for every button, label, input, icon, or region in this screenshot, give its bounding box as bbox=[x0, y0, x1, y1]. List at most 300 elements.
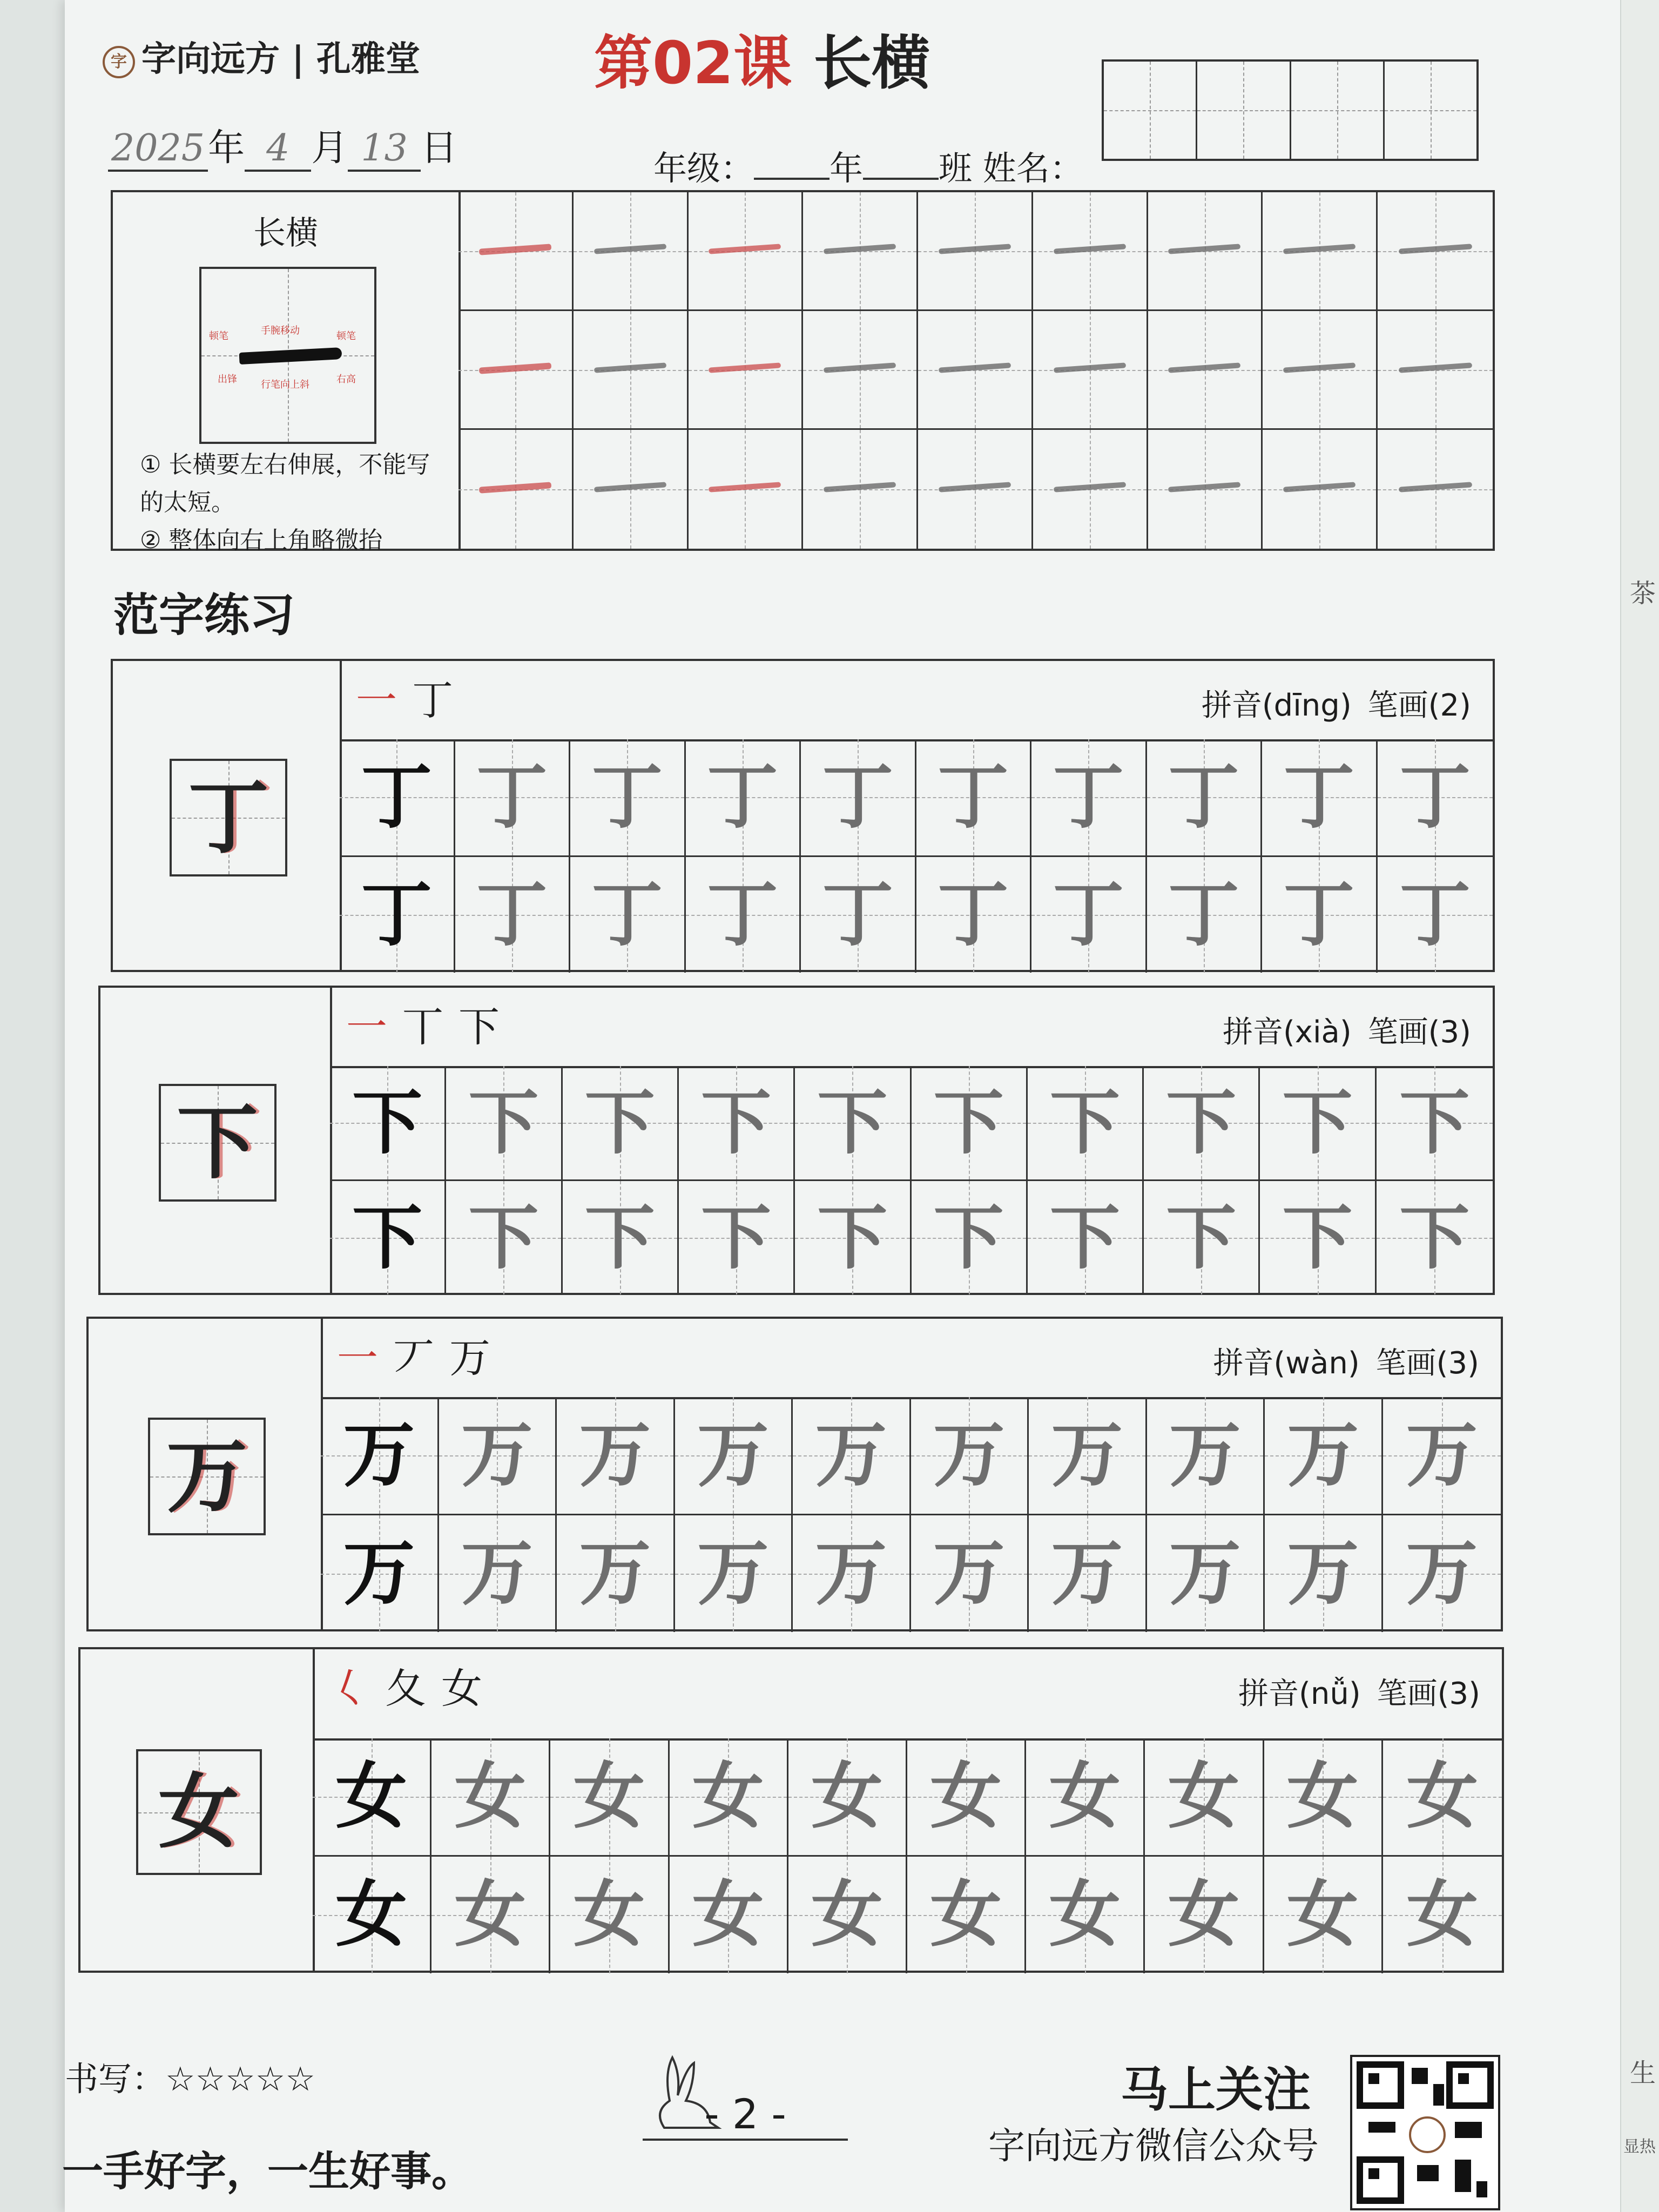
practice-cell[interactable] bbox=[455, 857, 571, 973]
practice-cell[interactable] bbox=[1026, 1857, 1145, 1973]
stroke-practice-cell[interactable] bbox=[458, 430, 574, 549]
demo-note: 右高 bbox=[336, 374, 356, 385]
handwritten-stroke bbox=[1398, 482, 1472, 492]
name-writing-grid bbox=[1102, 59, 1479, 161]
practice-cell[interactable] bbox=[557, 1515, 675, 1632]
stroke-practice-cell[interactable] bbox=[1378, 192, 1493, 311]
rating-label: 书写： bbox=[65, 2059, 166, 2099]
practice-cell[interactable] bbox=[1260, 1181, 1376, 1294]
practice-cell[interactable] bbox=[550, 1857, 669, 1973]
handwritten-char: 丁 bbox=[361, 755, 433, 839]
stroke-intro-panel bbox=[113, 192, 461, 554]
lesson-title bbox=[594, 16, 930, 100]
practice-cell[interactable] bbox=[1028, 1181, 1144, 1294]
handwritten-char: 下 bbox=[1049, 1196, 1120, 1279]
stroke-practice-cell[interactable] bbox=[1033, 430, 1148, 549]
strokes-label: 笔画 bbox=[1367, 1015, 1428, 1050]
practice-cell[interactable] bbox=[1029, 1515, 1147, 1632]
handwritten-char: 下 bbox=[1282, 1081, 1353, 1164]
follow-label: 马上关注 bbox=[1121, 2062, 1311, 2117]
stroke-practice-cell[interactable] bbox=[918, 192, 1033, 311]
handwritten-char: 万 bbox=[1169, 1413, 1241, 1497]
model-char-box bbox=[148, 1418, 266, 1535]
stroke-practice-cell[interactable] bbox=[803, 430, 918, 549]
handwritten-stroke bbox=[594, 482, 666, 493]
handwritten-stroke bbox=[1168, 244, 1241, 254]
practice-cell[interactable] bbox=[570, 857, 686, 973]
handwritten-char: 丁 bbox=[1399, 872, 1471, 956]
stroke-practice-cell[interactable] bbox=[574, 430, 689, 549]
stroke-tip: ② 整体向右上角略微抬 bbox=[140, 527, 383, 554]
month-label: 月 bbox=[311, 127, 348, 170]
practice-cell[interactable] bbox=[1378, 739, 1493, 857]
stroke-practice-cell[interactable] bbox=[1148, 311, 1263, 430]
stroke-order-step: 𡿨 bbox=[329, 1664, 370, 1712]
practice-cell[interactable] bbox=[1377, 1181, 1493, 1294]
practice-cell[interactable] bbox=[1144, 1181, 1260, 1294]
practice-cell[interactable] bbox=[911, 1397, 1029, 1515]
stroke-order-step: 丅 bbox=[402, 1003, 443, 1051]
date-year: 2025 bbox=[108, 127, 208, 172]
trace-cell[interactable] bbox=[313, 1738, 431, 1857]
strokes-count: (2) bbox=[1428, 688, 1471, 723]
handwritten-char: 丁 bbox=[591, 755, 663, 839]
practice-cell[interactable] bbox=[1028, 1066, 1144, 1181]
practice-cell[interactable] bbox=[1383, 1515, 1501, 1632]
handwritten-char: 女 bbox=[1049, 1754, 1121, 1838]
practice-cell[interactable] bbox=[679, 1181, 795, 1294]
practice-cell[interactable] bbox=[788, 1857, 907, 1973]
model-char: 万 bbox=[166, 1428, 247, 1524]
pinyin-strokes-info bbox=[1197, 1339, 1479, 1382]
practice-cell[interactable] bbox=[1147, 739, 1263, 857]
trace-cell[interactable] bbox=[330, 1066, 446, 1181]
pinyin-label: 拼音 bbox=[1222, 1015, 1283, 1050]
handwritten-char: 丁 bbox=[1053, 755, 1124, 839]
handwritten-stroke bbox=[1283, 244, 1356, 254]
handwritten-char: 万 bbox=[933, 1413, 1005, 1497]
stroke-tips bbox=[140, 446, 442, 559]
practice-cell[interactable] bbox=[912, 1066, 1028, 1181]
practice-cell[interactable] bbox=[1264, 1857, 1383, 1973]
handwritten-stroke bbox=[478, 482, 551, 494]
practice-cell[interactable] bbox=[793, 1397, 911, 1515]
handwritten-char: 女 bbox=[1406, 1872, 1479, 1957]
char-info-row bbox=[313, 1649, 1502, 1741]
practice-cell[interactable] bbox=[557, 1397, 675, 1515]
char-practice-block bbox=[98, 986, 1495, 1295]
char-practice-grid bbox=[330, 1066, 1493, 1293]
strokes-count: (3) bbox=[1437, 1676, 1480, 1711]
handwritten-stroke bbox=[1398, 244, 1472, 254]
char-practice-block bbox=[78, 1647, 1504, 1973]
stroke-practice-cell[interactable] bbox=[1378, 311, 1493, 430]
handwritten-char: 万 bbox=[697, 1531, 769, 1615]
handwritten-char: 女 bbox=[1286, 1872, 1359, 1957]
pinyin-label: 拼音 bbox=[1238, 1676, 1299, 1711]
adjacent-page-edge bbox=[1620, 0, 1659, 2212]
handwritten-stroke bbox=[824, 482, 896, 493]
handwritten-stroke bbox=[1168, 362, 1241, 373]
page-number: - 2 - bbox=[704, 2090, 786, 2138]
stroke-practice-cell[interactable] bbox=[574, 311, 689, 430]
handwritten-char: 丁 bbox=[1283, 872, 1355, 956]
trace-cell[interactable] bbox=[321, 1515, 439, 1632]
stroke-order-step: 丆 bbox=[393, 1334, 434, 1382]
stroke-practice-cell[interactable] bbox=[458, 192, 574, 311]
wechat-account-label: 字向远方微信公众号 bbox=[988, 2125, 1319, 2168]
handwritten-stroke bbox=[1398, 362, 1472, 373]
practice-cell[interactable] bbox=[1377, 1066, 1493, 1181]
model-char-panel bbox=[80, 1649, 315, 1971]
practice-cell[interactable] bbox=[686, 857, 801, 973]
practice-cell[interactable] bbox=[1145, 1738, 1264, 1857]
stroke-order-step: 夂 bbox=[385, 1664, 426, 1712]
practice-cell[interactable] bbox=[1262, 739, 1378, 857]
stroke-practice-cell[interactable] bbox=[1148, 192, 1263, 311]
practice-cell[interactable] bbox=[1026, 1738, 1145, 1857]
brand-logo: 字 字向远方 | 孔雅堂 bbox=[103, 31, 420, 81]
practice-cell[interactable] bbox=[670, 1857, 788, 1973]
handwritten-char: 万 bbox=[1406, 1531, 1478, 1615]
handwritten-char: 丁 bbox=[1399, 755, 1471, 839]
practice-cell[interactable] bbox=[793, 1515, 911, 1632]
qr-finder bbox=[1357, 2156, 1404, 2204]
practice-cell[interactable] bbox=[1265, 1515, 1383, 1632]
practice-cell[interactable] bbox=[1383, 1397, 1501, 1515]
demo-note: 顿笔 bbox=[336, 331, 356, 342]
stroke-order-step: 一 bbox=[337, 1334, 378, 1382]
stroke-practice-cell[interactable] bbox=[1378, 430, 1493, 549]
handwritten-stroke bbox=[939, 362, 1011, 373]
trace-cell[interactable] bbox=[340, 857, 455, 973]
handwritten-stroke bbox=[478, 244, 551, 255]
handwritten-char: 万 bbox=[1406, 1413, 1478, 1497]
handwritten-char: 万 bbox=[343, 1531, 415, 1615]
handwritten-char: 女 bbox=[573, 1754, 645, 1838]
pinyin-strokes-info bbox=[1185, 682, 1471, 725]
demo-note: 顿笔 bbox=[209, 331, 228, 342]
handwritten-stroke bbox=[1283, 482, 1356, 493]
writing-rating bbox=[65, 2052, 315, 2100]
handwritten-char: 万 bbox=[697, 1413, 769, 1497]
handwritten-char: 万 bbox=[933, 1531, 1005, 1615]
handwritten-char: 女 bbox=[811, 1754, 883, 1838]
practice-cell[interactable] bbox=[1378, 857, 1493, 973]
handwritten-char: 女 bbox=[454, 1754, 527, 1838]
practice-cell[interactable] bbox=[675, 1515, 793, 1632]
handwritten-char: 女 bbox=[335, 1872, 408, 1957]
practice-cell[interactable] bbox=[1262, 857, 1378, 973]
model-char-box bbox=[136, 1749, 262, 1875]
handwritten-char: 丁 bbox=[1168, 755, 1239, 839]
practice-cell[interactable] bbox=[1147, 1515, 1265, 1632]
stroke-practice-cell[interactable] bbox=[918, 430, 1033, 549]
name-cell bbox=[1291, 62, 1385, 159]
stroke-order bbox=[346, 994, 515, 1053]
practice-cell[interactable] bbox=[1145, 1857, 1264, 1973]
handwritten-char: 女 bbox=[335, 1754, 408, 1838]
trace-cell[interactable] bbox=[340, 739, 455, 857]
practice-cell[interactable] bbox=[550, 1738, 669, 1857]
handwritten-char: 丁 bbox=[1053, 872, 1124, 956]
char-practice-block bbox=[111, 659, 1495, 972]
practice-cell[interactable] bbox=[455, 739, 571, 857]
stroke-tip: ① 长横要左右伸展，不能写的太短。 bbox=[140, 451, 430, 516]
handwritten-char: 女 bbox=[1406, 1754, 1479, 1838]
handwritten-char: 下 bbox=[933, 1081, 1004, 1164]
practice-cell[interactable] bbox=[795, 1181, 911, 1294]
stroke-practice-cell[interactable] bbox=[1263, 430, 1378, 549]
practice-cell[interactable] bbox=[446, 1181, 562, 1294]
handwritten-stroke bbox=[1283, 362, 1356, 373]
pinyin-label: 拼音 bbox=[1213, 1346, 1274, 1381]
handwritten-char: 女 bbox=[811, 1872, 883, 1957]
handwritten-stroke bbox=[709, 244, 781, 254]
practice-cell[interactable] bbox=[563, 1181, 679, 1294]
qr-logo-icon bbox=[1409, 2116, 1446, 2153]
stroke-demo-grid bbox=[199, 267, 376, 444]
qr-finder bbox=[1446, 2061, 1494, 2109]
stroke-intro-box bbox=[111, 190, 1495, 554]
stroke-order-step: 一 bbox=[356, 676, 397, 724]
handwritten-char: 丁 bbox=[476, 872, 548, 956]
practice-cell[interactable] bbox=[670, 1738, 788, 1857]
pinyin: (wàn) bbox=[1273, 1346, 1360, 1381]
stroke-practice-cell[interactable] bbox=[574, 192, 689, 311]
stroke-title: 长横 bbox=[253, 214, 318, 252]
char-info-row bbox=[321, 1319, 1501, 1399]
handwritten-char: 万 bbox=[815, 1531, 887, 1615]
strokes-label: 笔画 bbox=[1377, 1676, 1438, 1711]
handwritten-stroke bbox=[709, 482, 781, 493]
practice-cell[interactable] bbox=[1147, 857, 1263, 973]
name-cell bbox=[1385, 62, 1476, 159]
stroke-practice-cell[interactable] bbox=[1033, 192, 1148, 311]
demo-note: 手腕移动 bbox=[261, 325, 300, 336]
stroke-order-step: 女 bbox=[441, 1664, 482, 1712]
handwritten-char: 下 bbox=[817, 1196, 888, 1279]
stroke-order bbox=[356, 667, 468, 726]
stroke-practice-cell[interactable] bbox=[458, 311, 574, 430]
lesson-number: 第02课 bbox=[594, 30, 792, 97]
handwritten-stroke bbox=[1053, 244, 1126, 254]
day-label: 日 bbox=[420, 127, 457, 170]
model-char-panel bbox=[89, 1319, 323, 1629]
practice-cell[interactable] bbox=[795, 1066, 911, 1181]
stroke-practice-cell[interactable] bbox=[689, 311, 804, 430]
practice-cell[interactable] bbox=[801, 857, 916, 973]
handwritten-char: 女 bbox=[454, 1872, 527, 1957]
practice-cell[interactable] bbox=[439, 1515, 557, 1632]
trace-cell[interactable] bbox=[321, 1397, 439, 1515]
practice-cell[interactable] bbox=[570, 739, 686, 857]
handwritten-char: 丁 bbox=[361, 872, 433, 956]
handwritten-char: 丁 bbox=[822, 872, 894, 956]
pinyin: (dīng) bbox=[1262, 688, 1352, 723]
handwritten-char: 下 bbox=[701, 1196, 772, 1279]
stroke-practice-cell[interactable] bbox=[1033, 311, 1148, 430]
handwritten-char: 女 bbox=[692, 1872, 764, 1957]
practice-cell[interactable] bbox=[439, 1397, 557, 1515]
practice-cell[interactable] bbox=[788, 1738, 907, 1857]
practice-cell[interactable] bbox=[431, 1738, 550, 1857]
practice-cell[interactable] bbox=[1264, 1738, 1383, 1857]
practice-cell[interactable] bbox=[801, 739, 916, 857]
practice-cell[interactable] bbox=[1265, 1397, 1383, 1515]
brand-seal-icon: 字 bbox=[103, 46, 135, 78]
handwritten-char: 下 bbox=[1166, 1196, 1237, 1279]
handwritten-char: 下 bbox=[817, 1081, 888, 1164]
long-horizontal-stroke-demo bbox=[239, 347, 342, 365]
char-info-row bbox=[330, 988, 1493, 1068]
practice-cell[interactable] bbox=[1029, 1397, 1147, 1515]
practice-cell[interactable] bbox=[1031, 857, 1147, 973]
grade-blank[interactable] bbox=[754, 173, 830, 180]
stroke-practice-cell[interactable] bbox=[803, 311, 918, 430]
handwritten-char: 丁 bbox=[591, 872, 663, 956]
date-day: 13 bbox=[348, 127, 421, 172]
stroke-practice-cell[interactable] bbox=[1263, 311, 1378, 430]
handwritten-char: 万 bbox=[815, 1413, 887, 1497]
stroke-order-step: 万 bbox=[449, 1334, 490, 1382]
pinyin-strokes-info bbox=[1206, 1008, 1471, 1051]
strokes-count: (3) bbox=[1436, 1346, 1479, 1381]
char-practice-grid bbox=[321, 1397, 1501, 1629]
practice-cell[interactable] bbox=[686, 739, 801, 857]
practice-cell[interactable] bbox=[1383, 1857, 1502, 1973]
practice-cell[interactable] bbox=[446, 1066, 562, 1181]
practice-cell[interactable] bbox=[907, 1857, 1026, 1973]
name-cell bbox=[1197, 62, 1291, 159]
practice-cell[interactable] bbox=[1383, 1738, 1502, 1857]
practice-cell[interactable] bbox=[912, 1181, 1028, 1294]
model-char: 女 bbox=[158, 1764, 239, 1859]
lesson-name: 长横 bbox=[813, 30, 930, 97]
handwritten-char: 女 bbox=[930, 1754, 1002, 1838]
practice-cell[interactable] bbox=[907, 1738, 1026, 1857]
model-char-panel bbox=[100, 988, 332, 1293]
pinyin: (nǚ) bbox=[1298, 1676, 1361, 1711]
handwritten-char: 丁 bbox=[1168, 872, 1239, 956]
stroke-practice-cell[interactable] bbox=[1263, 192, 1378, 311]
grade-year-label: 年 bbox=[830, 149, 864, 188]
demo-note: 出锋 bbox=[218, 374, 237, 385]
stroke-practice-grid bbox=[458, 192, 1493, 549]
edge-char-top: 茶 bbox=[1629, 578, 1656, 609]
handwritten-char: 丁 bbox=[706, 755, 778, 839]
pinyin-label: 拼音 bbox=[1201, 688, 1262, 723]
brand-partner: 孔雅堂 bbox=[316, 39, 420, 79]
demo-note: 行笔向上斜 bbox=[261, 379, 309, 390]
stroke-practice-cell[interactable] bbox=[1148, 430, 1263, 549]
stroke-order-step: 一 bbox=[346, 1003, 387, 1051]
practice-cell[interactable] bbox=[1031, 739, 1147, 857]
qr-code-icon[interactable] bbox=[1350, 2055, 1500, 2210]
handwritten-stroke bbox=[939, 482, 1011, 493]
handwritten-char: 下 bbox=[1399, 1081, 1470, 1164]
edge-char-bottom: 生 bbox=[1629, 2058, 1656, 2088]
model-char: 丁 bbox=[187, 770, 269, 865]
handwritten-char: 万 bbox=[1051, 1413, 1123, 1497]
name-label: 姓名： bbox=[982, 149, 1083, 188]
class-label: 班 bbox=[939, 149, 973, 188]
practice-cell[interactable] bbox=[1260, 1066, 1376, 1181]
handwritten-stroke bbox=[478, 362, 551, 374]
stroke-practice-cell[interactable] bbox=[689, 192, 804, 311]
trace-cell[interactable] bbox=[330, 1181, 446, 1294]
handwritten-char: 万 bbox=[1051, 1531, 1123, 1615]
handwritten-stroke bbox=[1053, 482, 1126, 493]
handwritten-char: 丁 bbox=[822, 755, 894, 839]
handwritten-char: 万 bbox=[1169, 1531, 1241, 1615]
stroke-practice-cell[interactable] bbox=[689, 430, 804, 549]
slogan: 一手好字，一生好事。 bbox=[62, 2147, 473, 2195]
strokes-label: 笔画 bbox=[1375, 1346, 1437, 1381]
year-label: 年 bbox=[208, 127, 245, 170]
practice-cell[interactable] bbox=[431, 1857, 550, 1973]
stroke-practice-cell[interactable] bbox=[803, 192, 918, 311]
handwritten-char: 下 bbox=[1282, 1196, 1353, 1279]
brand-name: 字向远方 bbox=[141, 39, 280, 79]
handwritten-char: 丁 bbox=[1283, 755, 1355, 839]
handwritten-char: 女 bbox=[1168, 1872, 1240, 1957]
practice-cell[interactable] bbox=[1147, 1397, 1265, 1515]
practice-cell[interactable] bbox=[675, 1397, 793, 1515]
practice-cell[interactable] bbox=[916, 857, 1032, 973]
handwritten-char: 女 bbox=[930, 1872, 1002, 1957]
handwritten-char: 万 bbox=[461, 1531, 533, 1615]
model-char-panel bbox=[113, 661, 342, 970]
stroke-practice-cell[interactable] bbox=[918, 311, 1033, 430]
practice-cell[interactable] bbox=[916, 739, 1032, 857]
date-line bbox=[108, 119, 457, 171]
strokes-count: (3) bbox=[1428, 1015, 1471, 1050]
qr-finder bbox=[1357, 2061, 1404, 2109]
handwritten-char: 丁 bbox=[937, 872, 1009, 956]
practice-cell[interactable] bbox=[679, 1066, 795, 1181]
stroke-order bbox=[329, 1656, 497, 1715]
handwritten-char: 女 bbox=[1049, 1872, 1121, 1957]
practice-cell[interactable] bbox=[1144, 1066, 1260, 1181]
handwritten-char: 下 bbox=[584, 1196, 655, 1279]
handwritten-stroke bbox=[709, 362, 781, 373]
model-char: 下 bbox=[177, 1095, 258, 1190]
rating-stars[interactable]: ☆☆☆☆☆ bbox=[165, 2059, 315, 2099]
handwritten-stroke bbox=[1053, 362, 1126, 373]
stroke-order bbox=[337, 1325, 505, 1384]
trace-cell[interactable] bbox=[313, 1857, 431, 1973]
char-practice-grid bbox=[313, 1738, 1502, 1971]
handwritten-stroke bbox=[1168, 482, 1241, 493]
handwritten-char: 万 bbox=[1287, 1531, 1359, 1615]
class-blank[interactable] bbox=[863, 173, 939, 180]
handwritten-char: 万 bbox=[343, 1413, 415, 1497]
handwritten-char: 下 bbox=[1399, 1196, 1470, 1279]
handwritten-char: 下 bbox=[468, 1081, 539, 1164]
handwritten-char: 丁 bbox=[937, 755, 1009, 839]
model-char-box bbox=[159, 1084, 276, 1202]
handwritten-stroke bbox=[594, 244, 666, 254]
practice-cell[interactable] bbox=[911, 1515, 1029, 1632]
pinyin-strokes-info bbox=[1222, 1670, 1480, 1713]
practice-cell[interactable] bbox=[563, 1066, 679, 1181]
handwritten-char: 下 bbox=[352, 1196, 423, 1279]
model-char-box bbox=[170, 759, 287, 876]
handwritten-char: 女 bbox=[1286, 1754, 1359, 1838]
char-practice-block bbox=[86, 1317, 1503, 1631]
handwritten-char: 下 bbox=[352, 1081, 423, 1164]
